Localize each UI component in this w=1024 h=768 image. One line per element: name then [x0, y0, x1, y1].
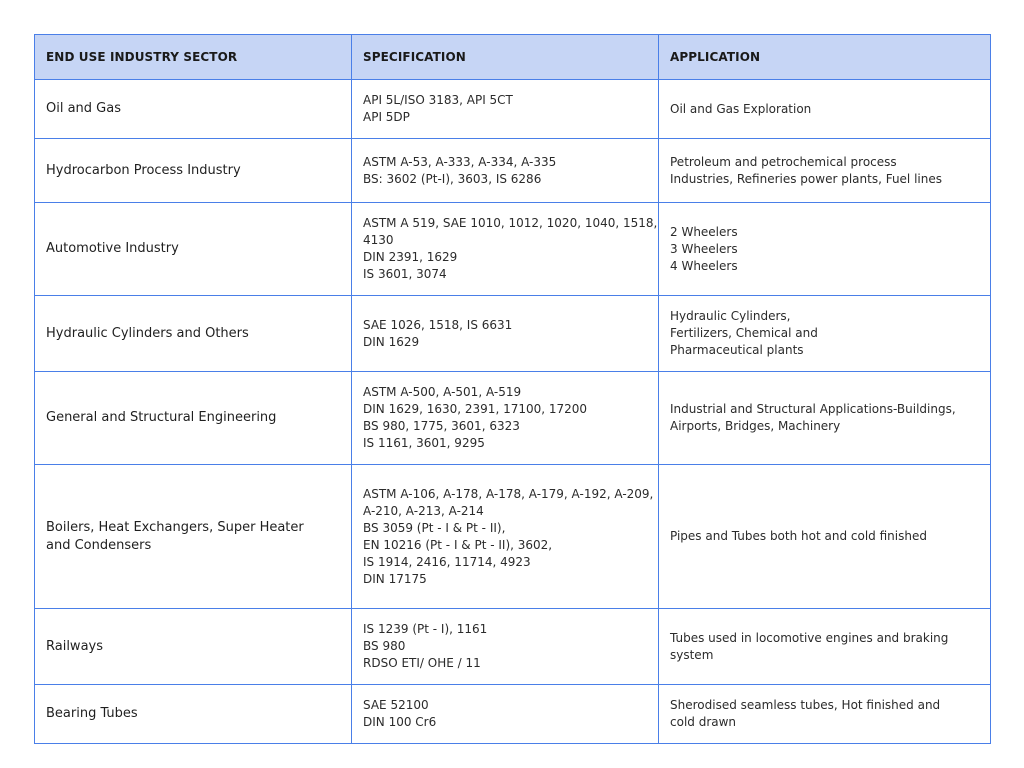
spec-line: ASTM A-53, A-333, A-334, A-335: [363, 154, 557, 169]
sector-cell: [35, 203, 352, 296]
spec-line: API 5L/ISO 3183, API 5CT: [363, 93, 513, 107]
spec-cell: [352, 465, 659, 609]
sector-cell: [35, 139, 352, 203]
industry-table-container: [34, 34, 990, 744]
spec-line: IS 1239 (Pt - I), 1161: [363, 622, 488, 636]
application-cell: [659, 609, 991, 685]
table-row: [35, 465, 991, 609]
application-cell: [659, 296, 991, 372]
sector-text: Automotive Industry: [46, 241, 179, 256]
app-line: Airports, Bridges, Machinery: [670, 419, 841, 433]
spec-line: ASTM A-106, A-178, A-178, A-179, A-192, A-209,: [363, 486, 654, 501]
spec-cell: [352, 296, 659, 372]
app-line: 2 Wheelers: [670, 224, 738, 239]
sector-text: Hydraulic Cylinders and Others: [46, 325, 249, 341]
spec-line: DIN 2391, 1629: [363, 250, 458, 264]
header-specification: SPECIFICATION: [352, 35, 659, 80]
app-line: Industries, Refineries power plants, Fuel lines: [670, 171, 942, 186]
spec-line: EN 10216 (Pt - I & Pt - II), 3602,: [363, 537, 553, 552]
table-row: [35, 296, 991, 372]
sector-text: Hydrocarbon Process Industry: [46, 162, 241, 178]
spec-cell: [352, 685, 659, 744]
spec-line: IS 3601, 3074: [363, 267, 447, 281]
table-row: [35, 609, 991, 685]
app-line: Tubes used in locomotive engines and braking: [670, 630, 949, 645]
sector-cell: [35, 372, 352, 465]
spec-cell: [352, 80, 659, 139]
app-line: cold drawn: [670, 715, 737, 729]
spec-cell: [352, 203, 659, 296]
application-cell: [659, 372, 991, 465]
industry-application-table: [34, 34, 991, 744]
sector-text: and Condensers: [46, 537, 152, 553]
spec-line: IS 1914, 2416, 11714, 4923: [363, 554, 531, 569]
spec-line: A-210, A-213, A-214: [363, 503, 484, 518]
table-row: [35, 372, 991, 465]
table-row: [35, 80, 991, 139]
app-line: Fertilizers, Chemical and: [670, 326, 818, 340]
application-cell: [659, 80, 991, 139]
table-row: [35, 685, 991, 744]
spec-line: BS: 3602 (Pt-I), 3603, IS 6286: [363, 171, 542, 186]
spec-line: BS 3059 (Pt - I & Pt - II),: [363, 520, 506, 535]
spec-line: DIN 1629, 1630, 2391, 17100, 17200: [363, 402, 588, 416]
spec-line: BS 980: [363, 639, 406, 653]
app-line: Oil and Gas Exploration: [670, 101, 812, 116]
sector-text: Railways: [46, 638, 104, 654]
application-cell: [659, 203, 991, 296]
table-row: [35, 139, 991, 203]
sector-text: Bearing Tubes: [46, 706, 138, 721]
spec-line: API 5DP: [363, 110, 410, 124]
app-line: Pipes and Tubes both hot and cold finished: [670, 529, 927, 543]
spec-line: DIN 1629: [363, 334, 420, 349]
sector-cell: [35, 80, 352, 139]
spec-line: ASTM A-500, A-501, A-519: [363, 385, 522, 399]
app-line: Pharmaceutical plants: [670, 343, 804, 357]
sector-cell: [35, 685, 352, 744]
header-sector: END USE INDUSTRY SECTOR: [35, 35, 352, 80]
header-application: APPLICATION: [659, 35, 991, 80]
spec-line: RDSO ETI/ OHE / 11: [363, 656, 481, 670]
sector-cell: [35, 296, 352, 372]
spec-line: SAE 52100: [363, 698, 429, 712]
table-row: [35, 203, 991, 296]
table-header-row: [35, 35, 991, 80]
spec-line: IS 1161, 3601, 9295: [363, 436, 485, 450]
sector-cell: [35, 609, 352, 685]
sector-cell: [35, 465, 352, 609]
app-line: Industrial and Structural Applications-Buildings,: [670, 402, 956, 416]
spec-line: BS 980, 1775, 3601, 6323: [363, 419, 520, 433]
spec-cell: [352, 139, 659, 203]
app-line: 3 Wheelers: [670, 241, 738, 256]
app-line: system: [670, 647, 714, 662]
spec-line: ASTM A 519, SAE 1010, 1012, 1020, 1040, 1518,: [363, 216, 658, 230]
spec-line: DIN 17175: [363, 571, 427, 586]
sector-text: Oil and Gas: [46, 101, 121, 116]
spec-line: DIN 100 Cr6: [363, 715, 437, 729]
application-cell: [659, 465, 991, 609]
app-line: Hydraulic Cylinders,: [670, 309, 791, 323]
spec-cell: [352, 609, 659, 685]
app-line: Petroleum and petrochemical process: [670, 154, 897, 169]
spec-cell: [352, 372, 659, 465]
app-line: 4 Wheelers: [670, 258, 738, 273]
application-cell: [659, 685, 991, 744]
sector-text: Boilers, Heat Exchangers, Super Heater: [46, 519, 304, 535]
spec-line: SAE 1026, 1518, IS 6631: [363, 317, 513, 332]
spec-line: 4130: [363, 233, 394, 247]
app-line: Sherodised seamless tubes, Hot finished and: [670, 698, 941, 712]
application-cell: [659, 139, 991, 203]
sector-text: General and Structural Engineering: [46, 410, 277, 425]
